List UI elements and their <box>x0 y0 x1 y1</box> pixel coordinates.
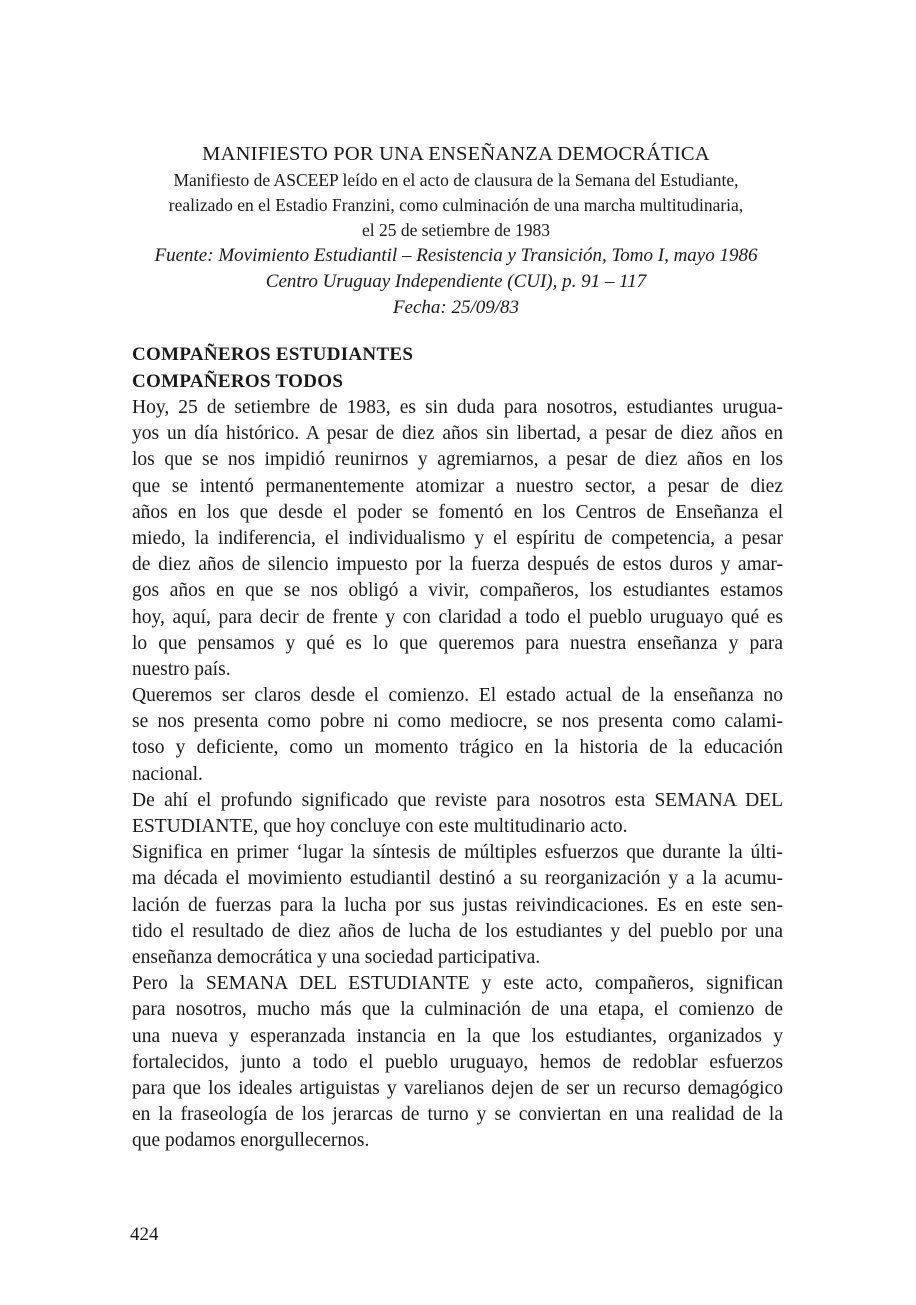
paragraph-line: lo que pensamos y qué es lo que queremos para nuestra enseñanza y para <box>132 632 783 654</box>
paragraph-line: ESTUDIANTE, que hoy concluye con este multitudinario acto. <box>132 816 628 837</box>
source-line: Fecha: 25/09/83 <box>392 297 520 318</box>
source-line: Centro Uruguay Independiente (CUI), p. 91 – 117 <box>265 271 647 292</box>
paragraph-line: Significa en primer ‘lugar la síntesis de múltiples esfuerzos que durante la últi- <box>132 842 783 864</box>
document-body <box>132 341 783 1154</box>
paragraph-line: en la fraseología de los jerarcas de turno y se conviertan en una realidad de la <box>132 1104 783 1126</box>
greeting-line: COMPAÑEROS TODOS <box>132 371 344 392</box>
paragraph-line: los que se nos impidió reunirnos y agremiarnos, a pesar de diez años en los <box>132 449 783 471</box>
paragraph-line: Queremos ser claros desde el comienzo. El estado actual de la enseñanza no <box>132 685 783 707</box>
document-header <box>120 140 792 321</box>
document-title: MANIFIESTO POR UNA ENSEÑANZA DEMOCRÁTICA <box>202 143 710 165</box>
paragraph-line: años en los que desde el poder se fomentó en los Centros de Enseñanza el <box>132 501 783 523</box>
paragraph <box>132 840 783 971</box>
paragraph-line: gos años en que se nos obligó a vivir, compañeros, los estudiantes estamos <box>132 580 783 602</box>
paragraph-line: para que los ideales artiguistas y varelianos dejen de ser un recurso demagógico <box>132 1077 783 1099</box>
paragraph-line: Hoy, 25 de setiembre de 1983, es sin duda para nosotros, estudiantes urugua- <box>132 397 783 418</box>
paragraph-line: Pero la SEMANA DEL ESTUDIANTE y este acto, compañeros, significan <box>132 973 783 995</box>
paragraph-line: tido el resultado de diez años de lucha de los estudiantes y del pueblo por una <box>132 920 783 942</box>
paragraph-line: para nosotros, mucho más que la culminación de una etapa, el comienzo de <box>132 999 783 1021</box>
paragraph-line: toso y deficiente, como un momento trágico en la historia de la educación <box>132 737 783 759</box>
paragraph-line: lación de fuerzas para la lucha por sus justas reivindicaciones. Es en este sen- <box>132 894 783 916</box>
paragraph-line: se nos presenta como pobre ni como mediocre, se nos presenta como calami- <box>132 711 783 733</box>
paragraph-line: De ahí el profundo significado que reviste para nosotros esta SEMANA DEL <box>132 789 783 811</box>
greeting-line: COMPAÑEROS ESTUDIANTES <box>132 344 414 365</box>
paragraph-line: yos un día histórico. A pesar de diez años sin libertad, a pesar de diez años en <box>132 423 783 445</box>
page-number: 424 <box>130 1224 159 1245</box>
paragraph <box>132 395 783 683</box>
paragraph-line: que podamos enorgullecernos. <box>132 1130 370 1152</box>
source-line: Fuente: Movimiento Estudiantil – Resistencia y Transición, Tomo I, mayo 1986 <box>154 245 758 266</box>
paragraph-line: una nueva y esperanzada instancia en la que los estudiantes, organizados y <box>132 1025 783 1047</box>
paragraph-line: enseñanza democrática y una sociedad participativa. <box>132 946 541 968</box>
subtitle-line: Manifiesto de ASCEEP leído en el acto de clausura de la Semana del Estudiante, <box>173 170 739 190</box>
paragraph <box>132 683 783 788</box>
paragraph <box>132 971 783 1154</box>
paragraph-line: miedo, la indiferencia, el individualismo y el espíritu de competencia, a pesar <box>132 527 783 549</box>
paragraph-line: que se intentó permanentemente atomizar a nuestro sector, a pesar de diez <box>132 475 783 497</box>
subtitle-line: realizado en el Estadio Franzini, como culminación de una marcha multitudinaria, <box>168 195 744 215</box>
paragraph <box>132 788 783 840</box>
paragraph-line: ma década el movimiento estudiantil destinó a su reorganización y a la acumu- <box>132 868 783 890</box>
paragraph-line: hoy, aquí, para decir de frente y con claridad a todo el pueblo uruguayo qué es <box>132 606 783 628</box>
paragraph-line: nacional. <box>132 763 203 785</box>
paragraphs <box>132 395 783 1154</box>
paragraph-line: nuestro país. <box>132 658 231 680</box>
paragraph-line: de diez años de silencio impuesto por la fuerza después de estos duros y amar- <box>132 554 783 576</box>
subtitle-line: el 25 de setiembre de 1983 <box>361 220 551 240</box>
paragraph-line: fortalecidos, junto a todo el pueblo uruguayo, hemos de redoblar esfuerzos <box>132 1051 783 1073</box>
